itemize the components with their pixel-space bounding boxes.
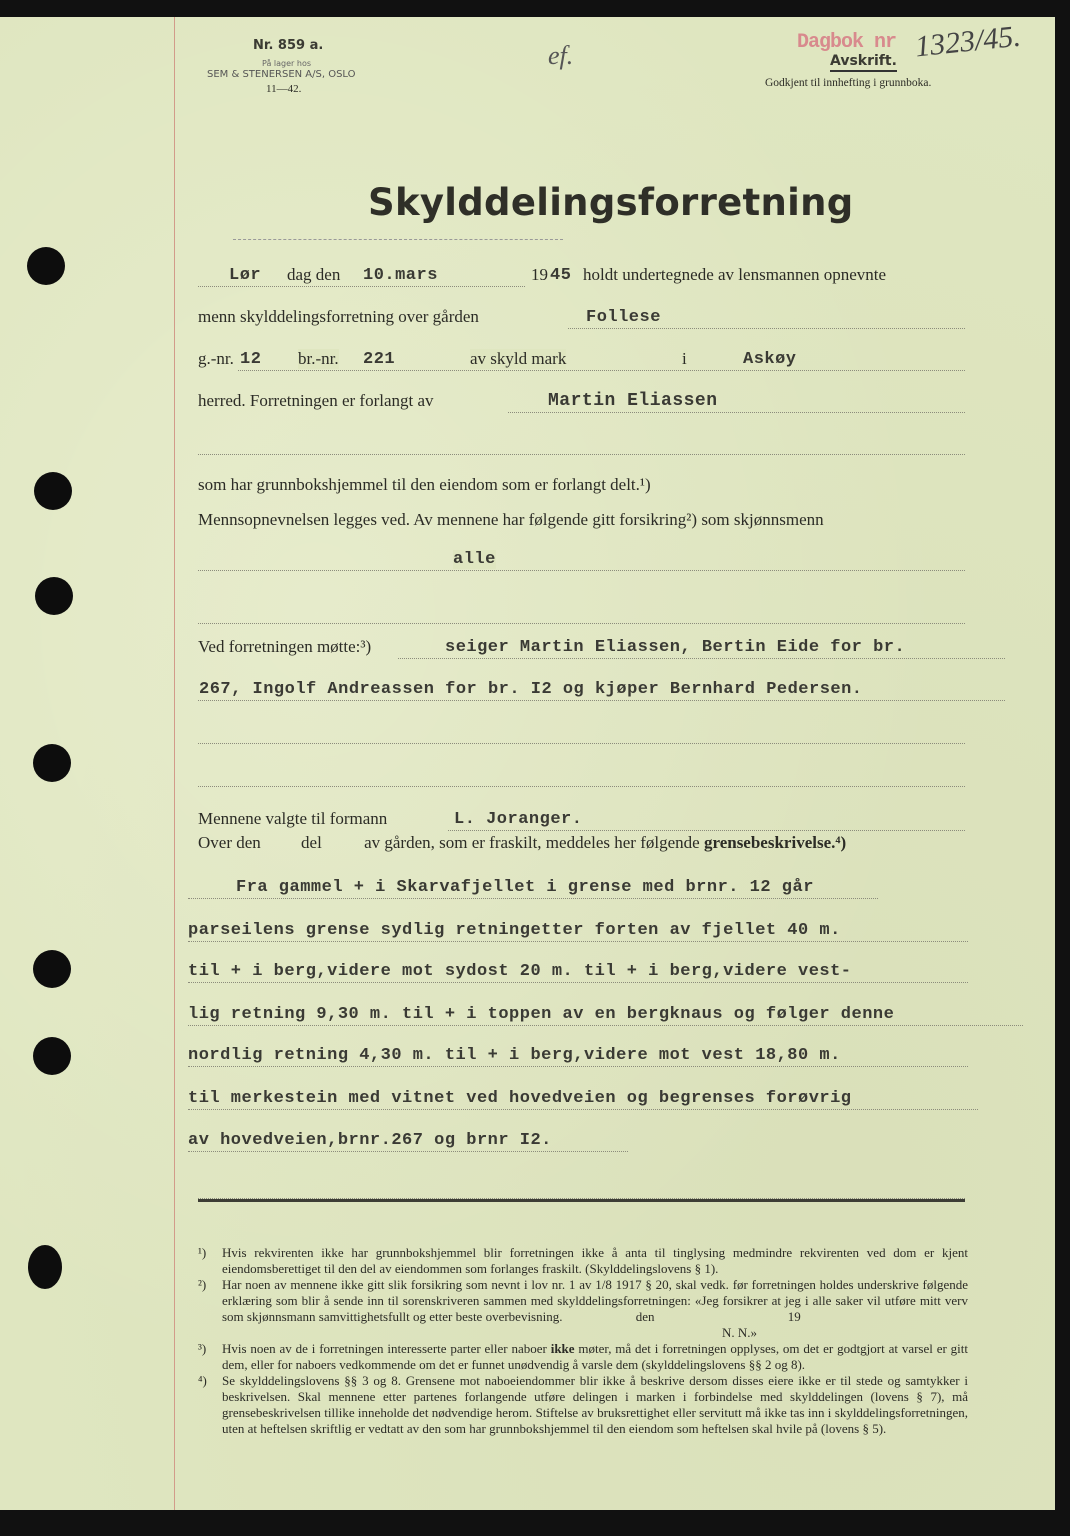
date-value: 10.mars — [363, 266, 438, 285]
del-label: del — [301, 833, 322, 852]
bnr-value: 221 — [363, 350, 396, 369]
form-line-blank — [198, 1175, 965, 1201]
boundary-text: Fra gammel + i Skarvafjellet i grense med brnr. 12 går — [236, 878, 814, 897]
boundary-text: lig retning 9,30 m. til + i toppen av en bergknaus og følger denne — [188, 1005, 895, 1024]
municipality-value: Askøy — [743, 350, 797, 369]
form-line-blank — [198, 431, 965, 457]
i-label: i — [682, 349, 687, 368]
chairman-value: L. Joranger. — [454, 810, 583, 829]
boundary-line — [188, 1086, 978, 1112]
approval-text: Godkjent til innhefting i grunnboka. — [765, 77, 932, 89]
form-line-farm — [198, 305, 965, 331]
chairman-label: Mennene valgte til formann — [198, 809, 388, 828]
gnr-value: 12 — [240, 350, 262, 369]
grensebeskrivelse-label: grensebeskrivelse.⁴) — [703, 833, 847, 852]
attendees-value: seiger Martin Eliassen, Bertin Eide for br. — [445, 638, 906, 657]
year-prefix: 19 — [531, 265, 548, 284]
form-line-skjonnsmenn — [198, 547, 965, 573]
footnote-3: ³) Hvis noen av de i forretningen interesserte parter eller naboer ikke møter, må det i forretningen opplyses, om det er godtgjort at varsel er gitt dem, eller for naboers vedkommende om det er funnet unødvendig å varsle dem (skylddelingslovens §§ 2 og 8). — [198, 1341, 968, 1372]
dagbok-stamp: Dagbok nr — [797, 31, 897, 54]
printer-line: På lager hos — [262, 59, 311, 68]
margin-line — [174, 17, 175, 1510]
footnote-2: ²) Har noen av mennene ikke gitt slik forsikring som nevnt i lov nr. 1 av 1/8 1917 § 20, skal vedk. før forretningen holdes underskrive følgende erklæring som blir å sende inn til sorenskriveren sammen med skylddelingsforretningen: «Jeg forsikrer at jeg i alle saker vil utføre mitt verv som skjønnsmann samvittighetsfullt og etter beste overbevisning. den 19 N. N.» — [198, 1277, 968, 1340]
form-line-gnr — [198, 347, 965, 373]
over-den-label: Over den — [198, 833, 261, 852]
form-line-requester — [198, 389, 965, 415]
punch-hole-icon — [27, 247, 65, 285]
boundary-intro — [198, 833, 846, 853]
boundary-text: nordlig retning 4,30 m. til + i berg,videre mot vest 18,80 m. — [188, 1046, 841, 1065]
document-title: Skylddelingsforretning — [368, 181, 854, 224]
boundary-line — [188, 959, 968, 985]
boundary-line — [188, 1002, 1023, 1028]
boundary-line — [188, 918, 968, 944]
bnr-label: br.-nr. — [298, 349, 339, 368]
handwritten-mark: ef. — [548, 41, 574, 70]
gnr-label: g.-nr. — [198, 349, 234, 368]
punch-hole-icon — [33, 950, 71, 988]
boundary-text: parseilens grense sydlig retningetter forten av fjellet 40 m. — [188, 921, 841, 940]
footnote-4: ⁴) Se skylddelingslovens §§ 3 og 8. Grensene mot naboeiendommer blir ikke å beskrive dersom disses eiere ikke er til stede og samtykker i beskrivelsen. Skal mennene etter partenes forlangende utføre delingen i marken i forbindelse med skylddelingen (lovens § 7), må grensebeskrivelsen tillike inneholde det nødvendige herom. Stiftelse av bruksrettighet eller servitutt må ikke tas inn i skylddelingsforretningen, uten at heftelsen skriftlig er vedtatt av den som har grunnbokshjemmel til den eiendom som heftelsen skal hvile på (lovens § 5). — [198, 1373, 968, 1436]
farm-value: Follese — [586, 308, 661, 327]
boundary-line — [188, 1128, 968, 1154]
copy-label: Avskrift. — [830, 53, 897, 72]
punch-hole-icon — [33, 1037, 71, 1075]
weekday-value: Lør — [229, 266, 262, 285]
footnote-1: ¹) Hvis rekvirenten ikke har grunnbokshjemmel blir forretningen ikke å anta til tinglysing medmindre rekvirenten ved dom er kjent eiendomsberettiget til den del av eiendommen som forlanges fraskilt. (Skylddelingslovens § 1). — [198, 1245, 968, 1276]
requester-value: Martin Eliassen — [548, 391, 718, 411]
footnote-rule — [198, 1199, 965, 1202]
form-line-date — [198, 263, 965, 289]
punch-hole-icon — [34, 472, 72, 510]
boundary-text: til merkestein med vitnet ved hovedveien og begrenses forøvrig — [188, 1089, 852, 1108]
requester-label: herred. Forretningen er forlangt av — [198, 391, 434, 410]
dag-den-label: dag den — [287, 265, 341, 284]
skjonnsmenn-value: alle — [453, 550, 496, 569]
document-page — [0, 17, 1055, 1510]
footnotes — [198, 1245, 968, 1437]
printer-name: SEM & STENERSEN A/S, OSLO — [207, 69, 356, 80]
skyld-label: av skyld mark — [470, 349, 567, 368]
boundary-text: av hovedveien,brnr.267 og brnr I2. — [188, 1131, 552, 1150]
punch-hole-icon — [28, 1245, 62, 1289]
farm-label: menn skylddelingsforretning over gården — [198, 307, 479, 326]
attendees-value-cont: 267, Ingolf Andreassen for br. I2 og kjøper Bernhard Pedersen. — [199, 680, 863, 699]
form-line-chairman — [198, 807, 965, 833]
attendees-label: Ved forretningen møtte:³) — [198, 637, 372, 656]
form-line-blank — [198, 600, 965, 626]
printer-date: 11—42. — [266, 83, 302, 95]
mennsopnevnelse-text: Mennsopnevnelsen legges ved. Av mennene har følgende gitt forsikring²) som skjønnsmenn — [198, 510, 824, 529]
punch-hole-icon — [35, 577, 73, 615]
boundary-line — [188, 1043, 968, 1069]
form-line-blank — [198, 763, 965, 789]
year-value: 45 — [550, 266, 572, 285]
form-number: Nr. 859 a. — [253, 38, 324, 53]
form-line-attendees — [198, 635, 965, 661]
boundary-line — [188, 875, 968, 901]
title-rule — [233, 239, 563, 241]
boundary-text: til + i berg,videre mot sydost 20 m. til + i berg,videre vest- — [188, 962, 852, 981]
case-number: 1323/45. — [913, 19, 1023, 64]
signature-placeholder: N. N.» — [722, 1325, 758, 1340]
line1-rest: holdt undertegnede av lensmannen opnevnte — [583, 265, 887, 284]
form-line-attendees-cont — [198, 677, 965, 703]
form-line-blank — [198, 720, 965, 746]
punch-hole-icon — [33, 744, 71, 782]
boundary-intro-text: av gården, som er fraskilt, meddeles her følgende — [364, 833, 700, 852]
grunnbok-text: som har grunnbokshjemmel til den eiendom som er forlangt delt.¹) — [198, 475, 651, 494]
